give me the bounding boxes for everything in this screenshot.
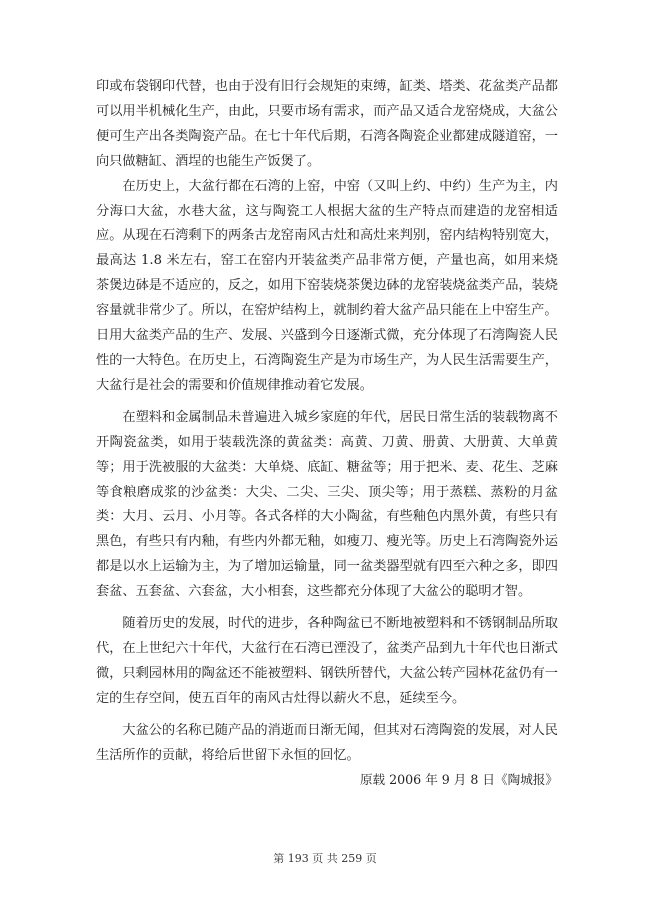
page-footer: 第 193 页 共 259 页 (273, 852, 377, 865)
article-body (96, 75, 558, 793)
paragraph-6: 大盆公的名称已随产品的消逝而日渐无闻，但其对石湾陶瓷的发展，对人民生活所作的贡献，将给后世留下永恒的回忆。 (96, 722, 558, 763)
source-citation: 原载 2006 年 9 月 8 日《陶城报》 (359, 772, 558, 788)
paragraph-4: 在塑料和金属制品未普遍进入城乡家庭的年代，居民日常生活的装载物离不开陶瓷盆类，如用于装载洗涤的黄盆类：高黄、刀黄、册黄、大册黄、大单黄等；用于洗被服的大盆类：大单烧、底缸、糖盆等；用于把米、麦、花生、芝麻等食粮磨成浆的沙盆类：大尖、二尖、三尖、顶尖等；用于蒸糕、蒸粉的月盆类：大月、云月、小月等。各式各样的大小陶盆，有些釉色内黑外黄，有些只有黑色，有些只有内釉，有些内外都无釉，如瘦刀、瘦光等。历史上石湾陶瓷外运都是以水上运输为主，为了增加运输量，同一盆类器型就有四至六种之多，即四套盆、五套盆、六套盆，大小相套，这些都充分体现了大盆公的聪明才智。 (96, 409, 558, 600)
paragraph-5: 随着历史的发展，时代的进步，各种陶盆已不断地被塑料和不锈钢制品所取代，在上世纪六十年代，大盆行在石湾已湮没了，盆类产品到九十年代也日渐式微，只剩园林用的陶盆还不能被塑料、钢铁所替代，大盆公转产园林花盆仍有一定的生存空间，使五百年的南风古灶得以薪火不息，延续至今。 (96, 616, 558, 706)
paragraph-3: 日用大盆类产品的生产、发展、兴盛到今日逐渐式微，充分体现了石湾陶瓷人民性的一大特色。在历史上，石湾陶瓷生产是为市场生产，为人民生活需要生产，大盆行是社会的需要和价值规律推动着它发展。 (96, 328, 558, 393)
paragraph-1: 印或布袋钢印代替，也由于没有旧行会规矩的束缚，缸类、塔类、花盆类产品都可以用半机械化生产，由此，只要市场有需求，而产品又适合龙窑烧成，大盆公便可生产出各类陶瓷产品。在七十年代后期，石湾各陶瓷企业都建成隧道窑，一向只做糖缸、酒埕的也能生产饭煲了。 (96, 79, 558, 169)
paragraph-2: 在历史上，大盆行都在石湾的上窑，中窑（又叫上约、中约）生产为主，内分海口大盆，水巷大盆，这与陶瓷工人根据大盆的生产特点而建造的龙窑相适应。从现在石湾剩下的两条古龙窑南风古灶和高灶来判别，窑内结构特别宽大，最高达 1.8 米左右，窑工在窑内开装盆类产品非常方便，产量也高，如用来烧茶煲边砵是不适应的，反之，如用下窑装烧茶煲边砵的龙窑装烧盆类产品，装烧容量就非常少了。所以，在窑炉结构上，就制约着大盆产品只能在上中窑生产。 (96, 178, 558, 319)
